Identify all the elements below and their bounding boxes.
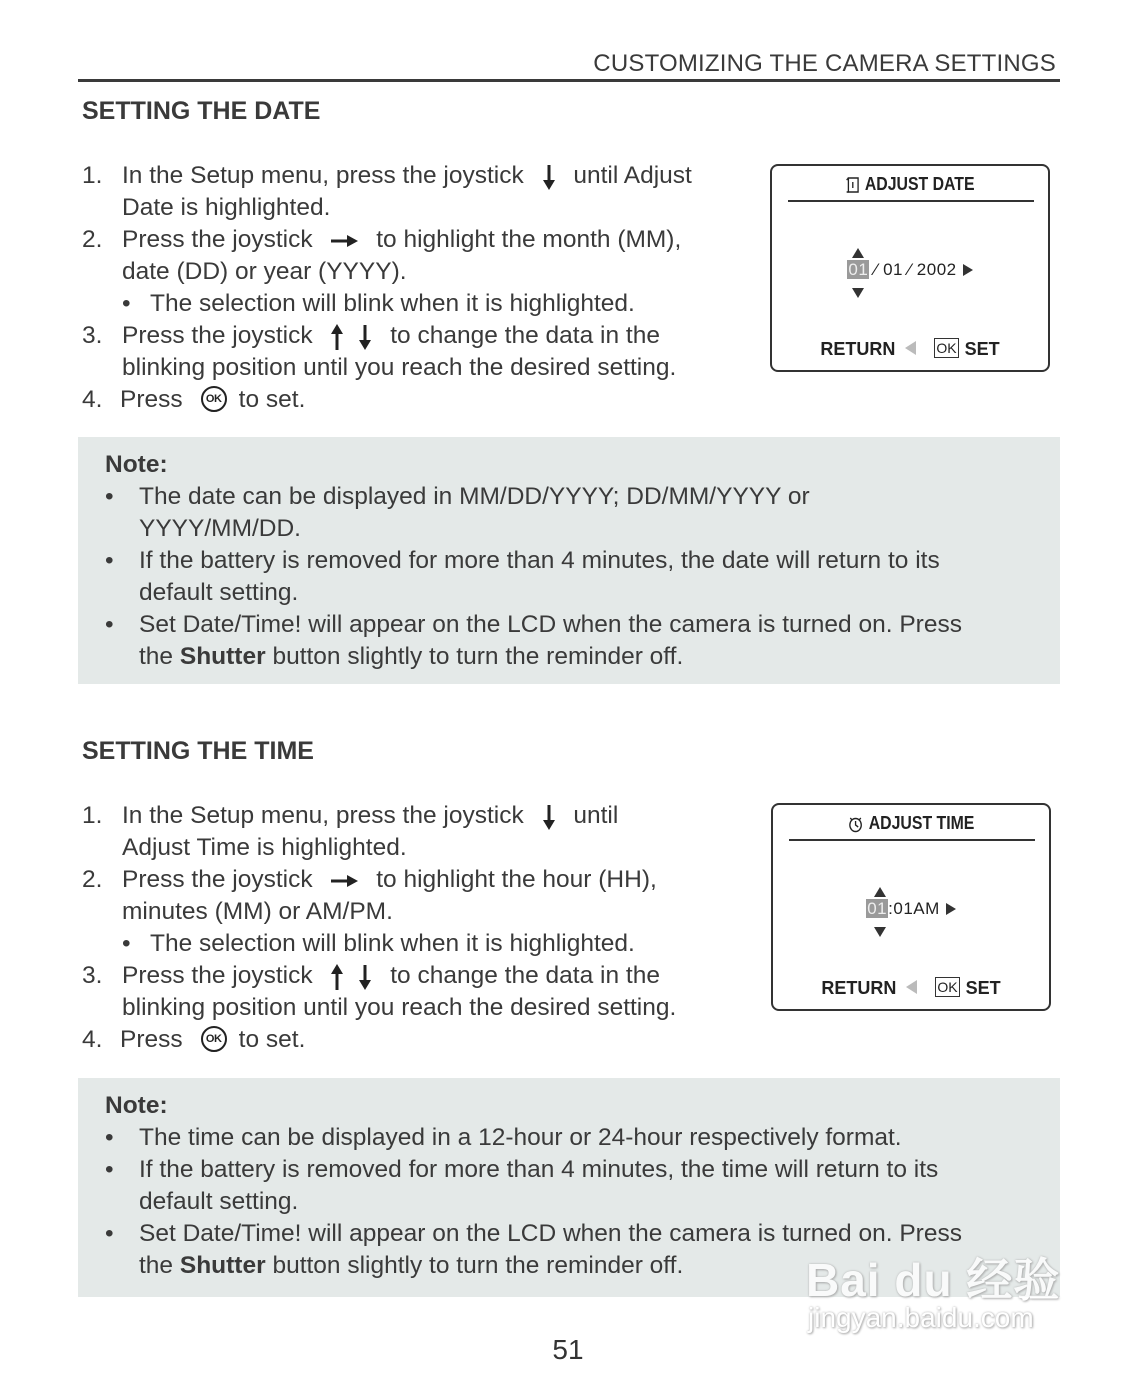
time-note-item: • If the battery is removed for more than 4 minutes, the time will return to its default setting.: [105, 1156, 939, 1215]
time-step-3: 3. Press the joystick to change the data in the blinking position until you reach the desired setting.: [82, 962, 677, 1021]
lcd-date-value: 01 ⁄ 01 ⁄ 2002: [772, 260, 1048, 280]
right-arrow-icon: [946, 903, 956, 915]
ok-button-icon: OK: [201, 1026, 227, 1052]
lcd-footer: RETURN OK SET: [820, 338, 1000, 359]
adjust-date-lcd: [770, 164, 1050, 372]
time-note-box: Note: • The time can be displayed in a 12-hour or 24-hour respectively format. • If the battery is removed for more than 4 minutes, the time will return to its default setting. • Set Date/Time! will appear on the LCD when the camera is turned on. Press the Shutter button slightly to turn the reminder off.: [78, 1078, 1060, 1297]
time-step-1: 1. In the Setup menu, press the joystick until Adjust Time is highlighted.: [82, 802, 619, 861]
adjust-time-lcd: [771, 803, 1051, 1011]
lcd-title: ADJUST TIME: [790, 813, 1033, 834]
date-step-1: 1. In the Setup menu, press the joystick until Adjust Date is highlighted.: [82, 162, 692, 221]
date-sub-bullet: • The selection will blink when it is highlighted.: [122, 290, 635, 317]
time-steps: [82, 800, 772, 1056]
watermark-logo: Bai du 经验: [806, 1254, 1061, 1306]
header-rule: [78, 79, 1060, 82]
watermark-url: jingyan.baidu.com: [808, 1302, 1034, 1333]
left-arrow-icon: [905, 341, 916, 355]
calendar-icon: [845, 176, 859, 194]
ok-button-icon: OK: [201, 386, 227, 412]
header-title: CUSTOMIZING THE CAMERA SETTINGS: [593, 50, 1056, 77]
right-arrow-icon: [963, 264, 973, 276]
time-step-4: 4. Press OK to set.: [82, 1026, 306, 1053]
page-number: 51: [552, 1334, 584, 1365]
joystick-right-icon: [329, 873, 359, 889]
lcd-rule: [788, 200, 1034, 202]
date-step-3: 3. Press the joystick to change the data in the blinking position until you reach the desired setting.: [82, 322, 677, 381]
date-step-2: 2. Press the joystick to highlight the month (MM), date (DD) or year (YYYY).: [82, 226, 682, 285]
clock-icon: [848, 815, 864, 833]
up-arrow-icon: [852, 248, 864, 258]
date-note-item: • If the battery is removed for more than 4 minutes, the date will return to its default setting.: [105, 547, 940, 606]
lcd-title: ADJUST DATE: [789, 174, 1032, 195]
down-arrow-icon: [852, 288, 864, 298]
lcd-time-value: 01:01AM: [773, 899, 1049, 919]
time-note-item: • Set Date/Time! will appear on the LCD when the camera is turned on. Press the Shutter button slightly to turn the reminder off.: [105, 1220, 962, 1279]
date-steps: [82, 160, 772, 416]
joystick-down-icon: [541, 163, 557, 191]
time-step-2: 2. Press the joystick to highlight the hour (HH), minutes (MM) or AM/PM.: [82, 866, 657, 925]
date-note-box: Note: • The date can be displayed in MM/DD/YYYY; DD/MM/YYYY or YYYY/MM/DD. • If the battery is removed for more than 4 minutes, the date will return to its default setting. • Set Date/Time! will appear on the LCD when the camera is turned on. Press the Shutter button slightly to turn the reminder off.: [78, 437, 1060, 684]
date-note-item: • Set Date/Time! will appear on the LCD when the camera is turned on. Press the Shutter button slightly to turn the reminder off.: [105, 611, 962, 670]
left-arrow-icon: [906, 980, 917, 994]
date-section-title: SETTING THE DATE: [82, 97, 321, 125]
time-sub-bullet: • The selection will blink when it is highlighted.: [122, 930, 635, 957]
joystick-down-icon: [541, 803, 557, 831]
lcd-rule: [789, 839, 1035, 841]
time-section-title: SETTING THE TIME: [82, 737, 314, 765]
date-note-item: • The date can be displayed in MM/DD/YYYY; DD/MM/YYYY or YYYY/MM/DD.: [105, 483, 810, 542]
joystick-up-down-icon: [329, 323, 373, 351]
joystick-up-down-icon: [329, 963, 373, 991]
time-note-item: • The time can be displayed in a 12-hour or 24-hour respectively format.: [105, 1124, 902, 1151]
down-arrow-icon: [874, 927, 886, 937]
joystick-right-icon: [329, 233, 359, 249]
lcd-footer: RETURN OK SET: [821, 977, 1001, 998]
date-step-4: 4. Press OK to set.: [82, 386, 306, 413]
up-arrow-icon: [874, 887, 886, 897]
